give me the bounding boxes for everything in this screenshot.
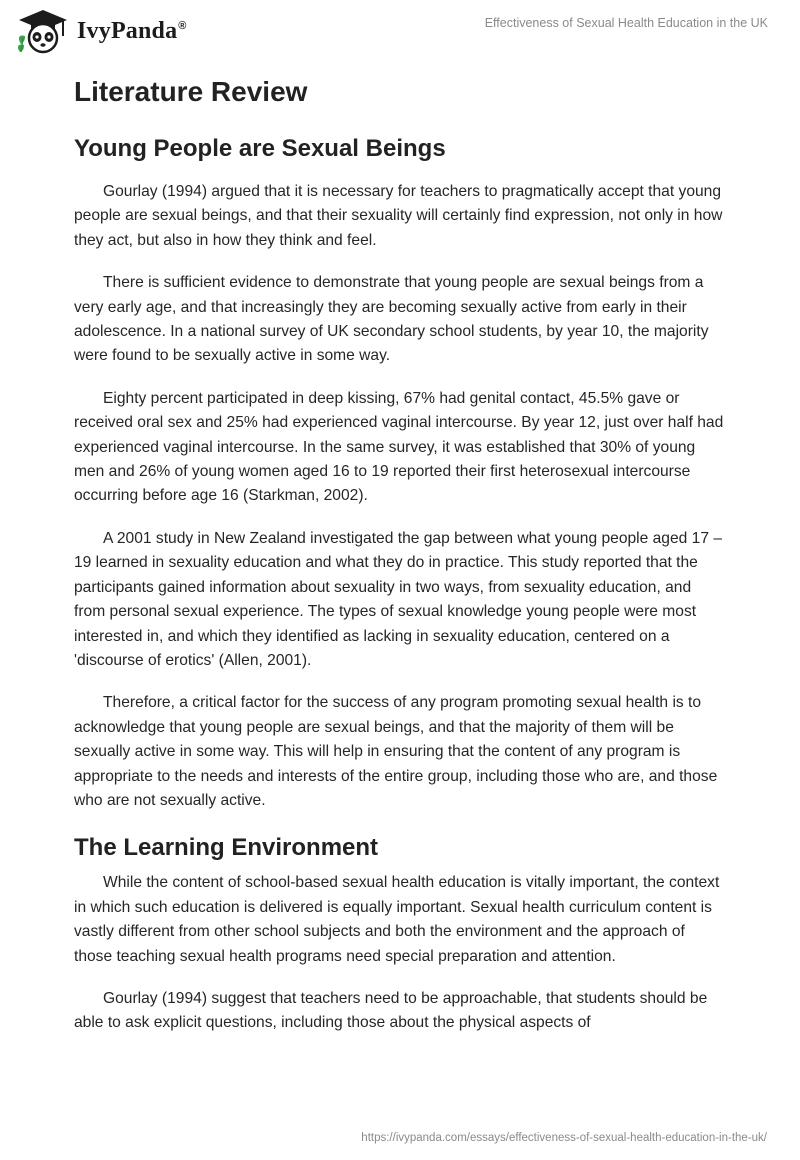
section-learning-environment [74,831,726,1035]
running-title: Effectiveness of Sexual Health Education in the UK [484,16,768,30]
essay-content [74,72,726,1054]
page-title: Literature Review [74,76,308,107]
paragraph: There is sufficient evidence to demonstrate that young people are sexual beings from a very early age, and that increasingly they are becoming sexually active from early in their adolescence. In a national survey of UK secondary school students, by year 10, the majority were found to be sexually active in some way. [74,274,709,365]
registered-mark: ® [178,19,187,32]
section-young-people [74,132,726,813]
panda-graduate-icon [15,8,71,54]
paragraph: Gourlay (1994) argued that it is necessary for teachers to pragmatically accept that young people are sexual beings, and that their sexuality will certainly find expression, not only in how they act, but also in how they think and feel. [74,183,723,249]
section-heading: Young People are Sexual Beings [74,135,446,162]
paragraph: Therefore, a critical factor for the success of any program promoting sexual health is to acknowledge that young people are sexual beings, and that the majority of them will be sexually active in some way. This will help in ensuring that the content of any program is appropriate to the needs and interests of the entire group, including those who are, and those who are not sexually active. [74,694,718,809]
source-url-link[interactable]: https://ivypanda.com/essays/effectiveness-of-sexual-health-education-in-the-uk/ [361,1132,767,1144]
logo-wordmark: IvyPanda® [77,17,187,44]
page-header [0,0,800,70]
section-heading: The Learning Environment [74,834,379,862]
paragraph: Eighty percent participated in deep kissing, 67% had genital contact, 45.5% gave or received oral sex and 25% had experienced vaginal intercourse. By year 12, just over half had experienced vaginal intercourse. In the same survey, it was established that 30% of young men and 26% of young women aged 16 to 19 reported their first heterosexual intercourse occurring before age 16 (Starkman, 2002). [74,389,724,505]
ivypanda-logo[interactable] [15,8,187,54]
paragraph: While the content of school-based sexual health education is vitally important, the context in which such education is delivered is equally important. Sexual health curriculum content is vastly different from other school subjects and both the environment and the approach of those teaching sexual health programs need special preparation and attention. [74,874,720,965]
paragraph: Gourlay (1994) suggest that teachers need to be approachable, that students should be able to ask explicit questions, including those about the physical aspects of [74,989,708,1032]
paragraph: A 2001 study in New Zealand investigated the gap between what young people aged 17 – 19 learned in sexuality education and what they do in practice. This study reported that the participants gained information about sexuality in two ways, from sexuality education, and from personal sexual experience. The types of sexual knowledge young people were most interested in, and which they identified as lacking in sexuality education, centered on a 'discourse of erotics' (Allen, 2001). [74,529,723,669]
